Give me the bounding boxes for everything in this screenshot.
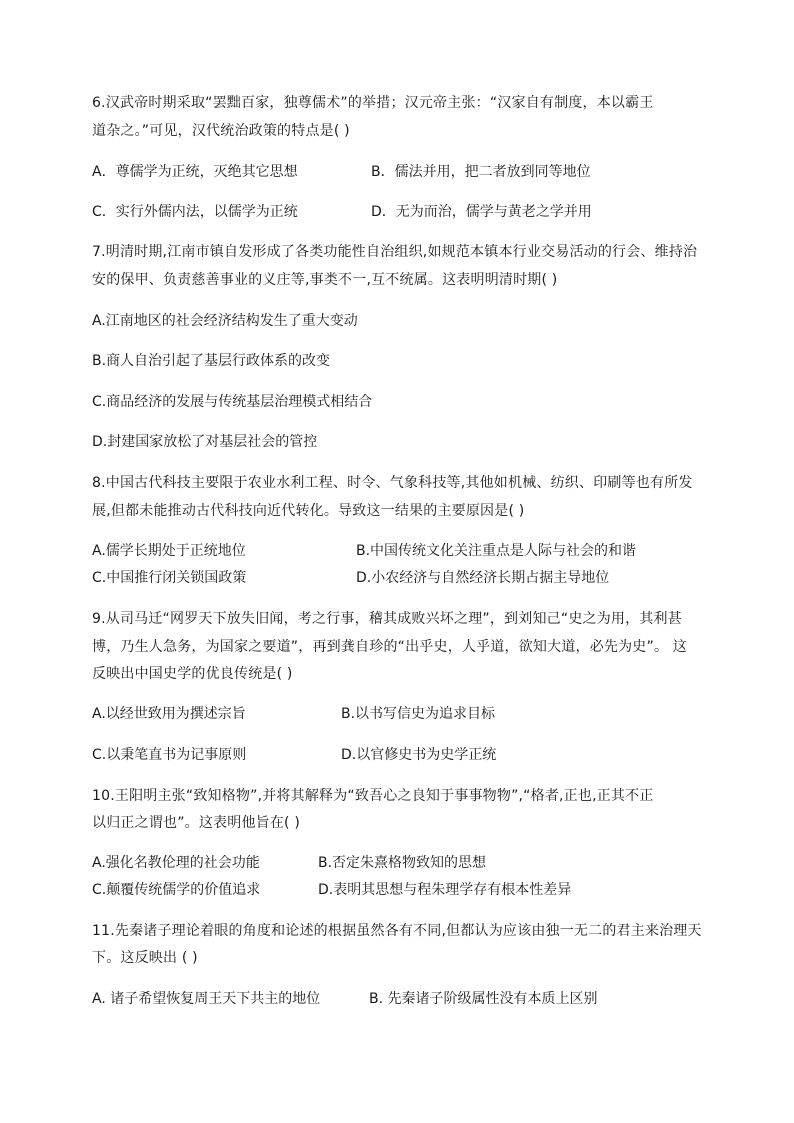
- q6-option-b: B．儒法并用，把二者放到同等地位: [371, 164, 591, 180]
- q9-option-c: C.以秉笔直书为记事原则: [92, 747, 247, 763]
- q8-stem-line-2: 展,但都未能推动古代科技向近代转化。导致这一结果的主要原因是( ): [92, 503, 525, 519]
- q10-stem-line-2: 以归正之谓也”。这表明他旨在( ): [92, 815, 301, 831]
- q9-option-d: D.以官修史书为史学正统: [341, 747, 497, 763]
- q8-option-c: C.中国推行闭关锁国政策: [92, 570, 247, 586]
- q10-stem-line-1: 10.王阳明主张“致知格物”,并将其解释为“致吾心之良知于事事物物”,“格者,正也,正其不正: [92, 788, 654, 804]
- q7-option-a: A.江南地区的社会经济结构发生了重大变动: [92, 313, 358, 329]
- q9-stem-line-2: 博，乃生人急务，为国家之要道”，再到龚自珍的“出乎史，人乎道，欲知大道，必先为史”。 这: [92, 639, 688, 655]
- q7-option-b: B.商人自治引起了基层行政体系的改变: [92, 353, 331, 369]
- q7-option-d: D.封建国家放松了对基层社会的管控: [92, 434, 318, 450]
- q6-option-c: C．实行外儒内法，以儒学为正统: [92, 204, 298, 220]
- q8-option-d: D.小农经济与自然经济长期占据主导地位: [356, 570, 610, 586]
- q6-stem-line-2: 道杂之。”可见，汉代统治政策的特点是( ): [92, 123, 350, 139]
- q7-stem-line-1: 7.明清时期,江南市镇自发形成了各类功能性自治组织,如规范本镇本行业交易活动的行会、维持治: [92, 244, 698, 260]
- q6-option-d: D．无为而治，儒学与黄老之学并用: [371, 204, 592, 220]
- q8-option-a: A.儒学长期处于正统地位: [92, 543, 246, 559]
- q6-stem-line-1: 6.汉武帝时期采取“罢黜百家，独尊儒术”的举措；汉元帝主张：“汉家自有制度，本以霸王: [92, 95, 654, 111]
- q11-option-a: A. 诸子希望恢复周王天下共主的地位: [92, 991, 321, 1007]
- q11-stem-line-2: 下。这反映出 ( ): [92, 950, 198, 966]
- q9-option-a: A.以经世致用为撰述宗旨: [92, 706, 246, 722]
- q7-stem-line-2: 安的保甲、负责慈善事业的义庄等,事类不一,互不统属。这表明明清时期( ): [92, 272, 558, 288]
- q7-option-c: C.商品经济的发展与传统基层治理模式相结合: [92, 394, 373, 410]
- q9-option-b: B.以书写信史为追求目标: [341, 706, 496, 722]
- q11-stem-line-1: 11.先秦诸子理论着眼的角度和论述的根据虽然各有不同,但都认为应该由独一无二的君主来治理天: [92, 923, 702, 939]
- q8-stem-line-1: 8.中国古代科技主要限于农业水利工程、时令、气象科技等,其他如机械、纺织、印刷等也有所发: [92, 475, 693, 491]
- q9-stem-line-3: 反映出中国史学的优良传统是( ): [92, 666, 293, 682]
- q9-stem-line-1: 9.从司马迁“网罗天下放失旧闻，考之行事，稽其成败兴坏之理”，到刘知己“史之为用，其利甚: [92, 611, 682, 627]
- q6-option-a: A．尊儒学为正统，灭绝其它思想: [92, 164, 298, 180]
- q10-option-b: B.否定朱熹格物致知的思想: [318, 855, 487, 871]
- q10-option-d: D.表明其思想与程朱理学存有根本性差异: [318, 882, 572, 898]
- q10-option-c: C.颠覆传统儒学的价值追求: [92, 882, 261, 898]
- q11-option-b: B. 先秦诸子阶级属性没有本质上区别: [369, 991, 598, 1007]
- q10-option-a: A.强化名教伦理的社会功能: [92, 855, 260, 871]
- q8-option-b: B.中国传统文化关注重点是人际与社会的和谐: [356, 543, 637, 559]
